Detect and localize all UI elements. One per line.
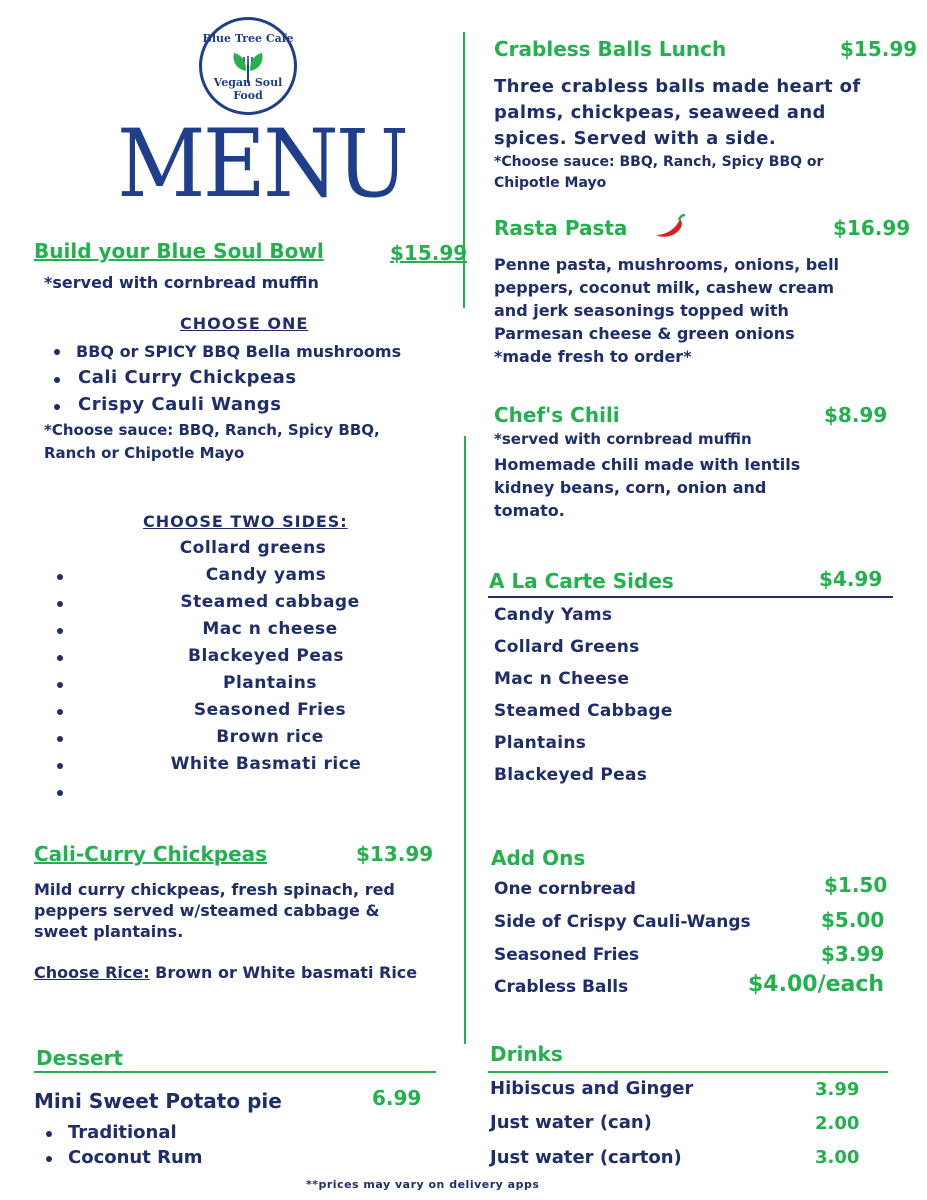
a-la-carte-list bbox=[494, 605, 673, 797]
rasta-desc-5: *made fresh to order* bbox=[494, 347, 692, 366]
crabless-title: Crabless Balls Lunch bbox=[494, 37, 727, 61]
list-item: Blackeyed Peas bbox=[0, 646, 540, 673]
list-item: Candy Yams bbox=[494, 605, 613, 625]
list-item: Steamed Cabbage bbox=[494, 701, 673, 721]
drinks-title: Drinks bbox=[490, 1042, 563, 1066]
dessert-divider bbox=[34, 1071, 436, 1073]
dessert-price: 6.99 bbox=[372, 1086, 422, 1110]
choose-one-header: CHOOSE ONE bbox=[180, 314, 309, 333]
list-item: Brown rice bbox=[0, 727, 540, 754]
add-on-name: Side of Crispy Cauli-Wangs bbox=[494, 912, 751, 932]
crabless-sauce-1: *Choose sauce: BBQ, Ranch, Spicy BBQ or bbox=[494, 154, 824, 170]
crabless-desc-1: Three crabless balls made heart of bbox=[494, 76, 861, 97]
bowl-title: Build your Blue Soul Bowl bbox=[34, 239, 324, 263]
drink-price: 3.00 bbox=[815, 1147, 860, 1168]
drink-name: Just water (can) bbox=[490, 1112, 652, 1133]
add-ons-title: Add Ons bbox=[491, 846, 586, 870]
a-la-carte-title: A La Carte Sides bbox=[489, 569, 674, 593]
list-item: Plantains bbox=[0, 673, 540, 700]
add-on-price: $4.00/each bbox=[748, 972, 885, 997]
crabless-price: $15.99 bbox=[840, 37, 918, 61]
drink-price: 3.99 bbox=[815, 1079, 860, 1100]
bowl-sauce-note-2: Ranch or Chipotle Mayo bbox=[44, 444, 245, 462]
list-item: White Basmati rice bbox=[0, 754, 540, 781]
bowl-sauce-note-1: *Choose sauce: BBQ, Ranch, Spicy BBQ, bbox=[44, 421, 380, 439]
add-on-name: Seasoned Fries bbox=[494, 945, 640, 965]
rasta-title: Rasta Pasta bbox=[494, 216, 628, 240]
rasta-desc-3: and jerk seasonings topped with bbox=[494, 301, 789, 320]
logo-top-text: Blue Tree Cafe bbox=[202, 32, 294, 45]
crabless-desc-3: spices. Served with a side. bbox=[494, 128, 777, 149]
logo-bottom-text: Vegan Soul Food bbox=[213, 76, 283, 102]
cali-curry-rice bbox=[34, 962, 417, 984]
page-title: MENU bbox=[117, 110, 407, 219]
list-item: Plantains bbox=[494, 733, 587, 753]
cali-curry-desc-3: sweet plantains. bbox=[34, 922, 184, 941]
chili-desc-1: Homemade chili made with lentils bbox=[494, 455, 801, 474]
dessert-item: Mini Sweet Potato pie bbox=[34, 1089, 282, 1113]
add-on-price: $5.00 bbox=[821, 908, 885, 932]
list-item: Collard Greens bbox=[494, 637, 640, 657]
cali-curry-price: $13.99 bbox=[356, 842, 434, 866]
list-item bbox=[0, 781, 540, 808]
cali-curry-desc-2: peppers served w/steamed cabbage & bbox=[34, 901, 380, 920]
add-on-name: One cornbread bbox=[494, 879, 636, 899]
bowl-price: $15.99 bbox=[390, 241, 468, 265]
a-la-carte-price: $4.99 bbox=[819, 567, 883, 591]
rasta-desc-4: Parmesan cheese & green onions bbox=[494, 324, 795, 343]
first-side: Collard greens bbox=[179, 538, 327, 558]
add-on-name: Crabless Balls bbox=[494, 977, 629, 997]
chili-title: Chef's Chili bbox=[494, 403, 620, 427]
list-item: Steamed cabbage bbox=[0, 592, 540, 619]
logo bbox=[199, 17, 297, 115]
list-item: Candy yams bbox=[0, 565, 540, 592]
column-divider-top bbox=[463, 32, 465, 308]
add-on-price: $3.99 bbox=[821, 942, 885, 966]
chili-pepper-icon bbox=[652, 213, 686, 239]
drink-name: Hibiscus and Ginger bbox=[490, 1078, 694, 1099]
chili-price: $8.99 bbox=[824, 403, 888, 427]
drink-name: Just water (carton) bbox=[490, 1147, 682, 1168]
a-la-carte-divider bbox=[488, 596, 893, 598]
list-item: Seasoned Fries bbox=[0, 700, 540, 727]
sides-list bbox=[0, 565, 540, 808]
footer-note: **prices may vary on delivery apps bbox=[306, 1178, 540, 1191]
rasta-price: $16.99 bbox=[833, 216, 911, 240]
chili-desc-2: kidney beans, corn, onion and bbox=[494, 478, 767, 497]
add-on-price: $1.50 bbox=[824, 873, 888, 897]
choose-two-header: CHOOSE TWO SIDES: bbox=[143, 512, 348, 531]
rice-label: Choose Rice: bbox=[34, 963, 150, 982]
list-item: Mac n Cheese bbox=[494, 669, 630, 689]
rice-options: Brown or White basmati Rice bbox=[149, 963, 418, 982]
rasta-desc-1: Penne pasta, mushrooms, onions, bell bbox=[494, 255, 840, 274]
chili-desc-3: tomato. bbox=[494, 501, 565, 520]
crabless-sauce-2: Chipotle Mayo bbox=[494, 175, 607, 191]
dessert-header: Dessert bbox=[36, 1046, 123, 1070]
drink-price: 2.00 bbox=[815, 1113, 860, 1134]
list-item: Blackeyed Peas bbox=[494, 765, 648, 785]
cali-curry-desc-1: Mild curry chickpeas, fresh spinach, red bbox=[34, 880, 395, 899]
drinks-divider bbox=[488, 1071, 888, 1073]
crabless-desc-2: palms, chickpeas, seaweed and bbox=[494, 102, 826, 123]
rasta-desc-2: peppers, coconut milk, cashew cream bbox=[494, 278, 835, 297]
list-item: Mac n cheese bbox=[0, 619, 540, 646]
chili-note: *served with cornbread muffin bbox=[494, 430, 752, 448]
bowl-note: *served with cornbread muffin bbox=[44, 273, 319, 292]
cali-curry-title: Cali-Curry Chickpeas bbox=[34, 842, 268, 866]
